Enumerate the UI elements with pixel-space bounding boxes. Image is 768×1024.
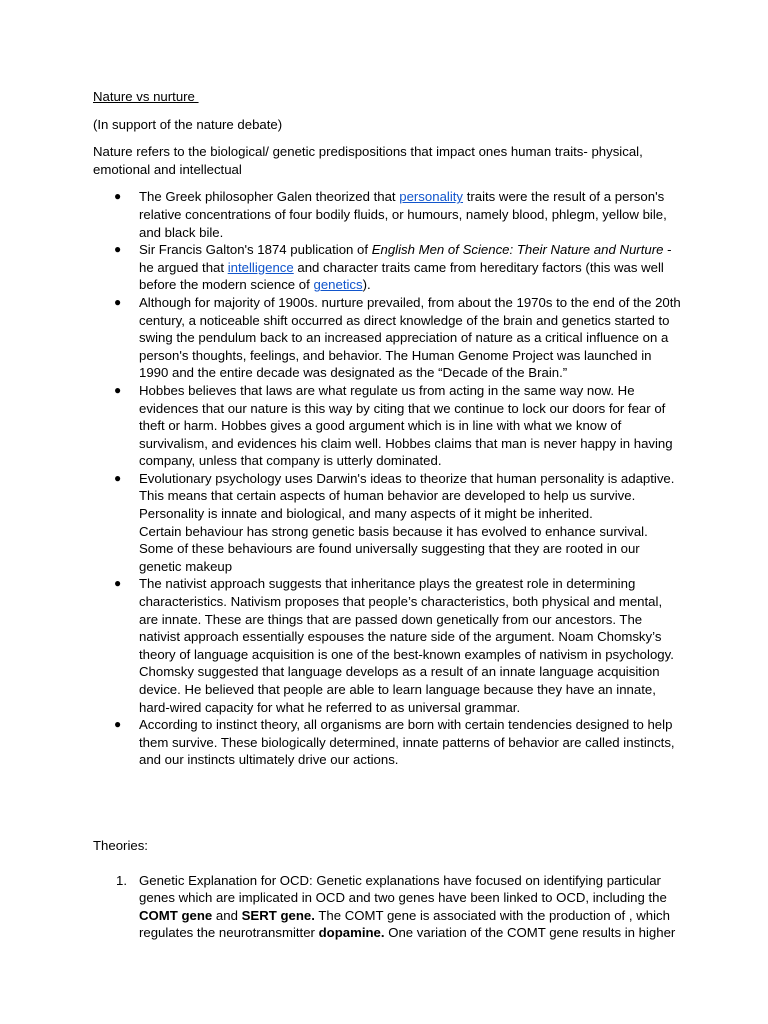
- galen-text-pre: The Greek philosopher Galen theorized that: [139, 189, 400, 205]
- page-title: Nature vs nurture: [93, 89, 199, 104]
- galton-text-pre: Sir Francis Galton's 1874 publication of: [139, 242, 372, 258]
- list-item-genome: [93, 294, 683, 382]
- instinct-text: According to instinct theory, all organisms are born with certain tendencies designed to help them survive. These biologically determined, innate patterns of behavior are called instincts, and our instincts ultimately drive our actions.: [139, 717, 675, 768]
- bullet-icon: ●: [114, 294, 122, 309]
- hobbes-text: Hobbes believes that laws are what regulate us from acting in the same way now. He evidences that our nature is this way by citing that we continue to lock our doors for fear of theft or harm. Hobbes gives a good argument which is in line with what we know of survivalism, and evidences his claim well. Hobbes claims that man is never happy in having company, unless that company is utterly dominated.: [139, 382, 673, 469]
- bullet-icon: ●: [114, 189, 122, 204]
- list-item-galton: [93, 241, 683, 294]
- bullet-icon: ●: [114, 242, 122, 257]
- theory1-text-mid: The COMT gene is associated with the production of , which regulates the neurotransmitter: [139, 907, 670, 941]
- sert-gene-bold: SERT gene: [241, 907, 312, 923]
- genome-text: Although for majority of 1900s. nurture prevailed, from about the 1970s to the end of the 20th century, a noticeable shift occurred as direct knowledge of the brain and genetics started to swing the pendulum back to an increased appreciation of nature as a critical influence on a person's thoughts, feelings, and behavior. The Human Genome Project was launched in 1990 and the entire decade was designated as the “Decade of the Brain.”: [139, 294, 681, 381]
- bullet-icon: ●: [114, 382, 122, 397]
- bullet-icon: ●: [114, 717, 122, 732]
- list-item-instinct: [93, 716, 683, 769]
- galen-text-post: traits were the result of a person's relative concentrations of four bodily fluids, or humours, namely blood, phlegm, yellow bile, and black bile.: [139, 189, 667, 240]
- evolutionary-text-1: Evolutionary psychology uses Darwin's ideas to theorize that human personality is adaptive. This means that certain aspects of human behavior are developed to help us survive. Personality is innate and biological, and many aspects of it might be inherited.: [139, 470, 675, 522]
- dopamine-bold: dopamine.: [318, 925, 385, 941]
- theory1-and: and: [212, 907, 242, 923]
- list-item-hobbes: [93, 382, 683, 470]
- sert-gene-dot: .: [311, 907, 315, 923]
- galton-text-mid: - he argued that: [139, 242, 672, 275]
- nature-arguments-list: [93, 188, 683, 769]
- personality-link[interactable]: personality: [399, 189, 464, 205]
- comt-gene-bold: COMT gene: [139, 907, 213, 923]
- list-item-nativist: [93, 575, 683, 716]
- theory-item-ocd: [93, 872, 683, 942]
- bullet-icon: ●: [114, 470, 122, 485]
- intro-paragraph: Nature refers to the biological/ genetic predispositions that impact ones human traits- physical, emotional and intellectual: [93, 144, 643, 177]
- theories-list: [93, 872, 683, 942]
- list-number: 1.: [116, 872, 127, 888]
- evolutionary-text-2: Certain behaviour has strong genetic basis because it has evolved to enhance survival. Some of these behaviours are found universally suggesting that they are rooted in our genetic makeup: [139, 523, 648, 574]
- intelligence-link[interactable]: intelligence: [227, 259, 294, 275]
- document-page: [93, 88, 683, 942]
- theory1-text-post: One variation of the COMT gene results in higher: [384, 925, 676, 941]
- galton-book-title: English Men of Science: Their Nature and Nurture: [371, 242, 664, 258]
- list-item-galen: [93, 188, 683, 241]
- theories-heading: Theories:: [93, 837, 148, 853]
- theory1-text-pre: Genetic Explanation for OCD: Genetic explanations have focused on identifying particular genes which are implicated in OCD and two genes have been linked to OCD, including the: [139, 872, 667, 906]
- galton-text-mid2: and character traits came from hereditary factors (this was well before the modern science of: [139, 259, 664, 293]
- nativist-text: The nativist approach suggests that inheritance plays the greatest role in determining characteristics. Nativism proposes that people’s characteristics, both physical and mental, are innate. These are things that are passed down genetically from our ancestors. The nativist approach essentially espouses the nature side of the argument. Noam Chomsky’s theory of language acquisition is one of the best-known examples of nativism in psychology. Chomsky suggested that language develops as a result of an innate language acquisition device. He believed that people are able to learn language because they have an innate, hard-wired capacity for what he referred to as universal grammar.: [139, 576, 678, 715]
- genetics-link[interactable]: genetics: [313, 277, 363, 293]
- galton-text-post: ).: [362, 277, 371, 293]
- list-item-evolutionary: [93, 470, 683, 576]
- subtitle: (In support of the nature debate): [93, 116, 283, 132]
- bullet-icon: ●: [114, 576, 122, 591]
